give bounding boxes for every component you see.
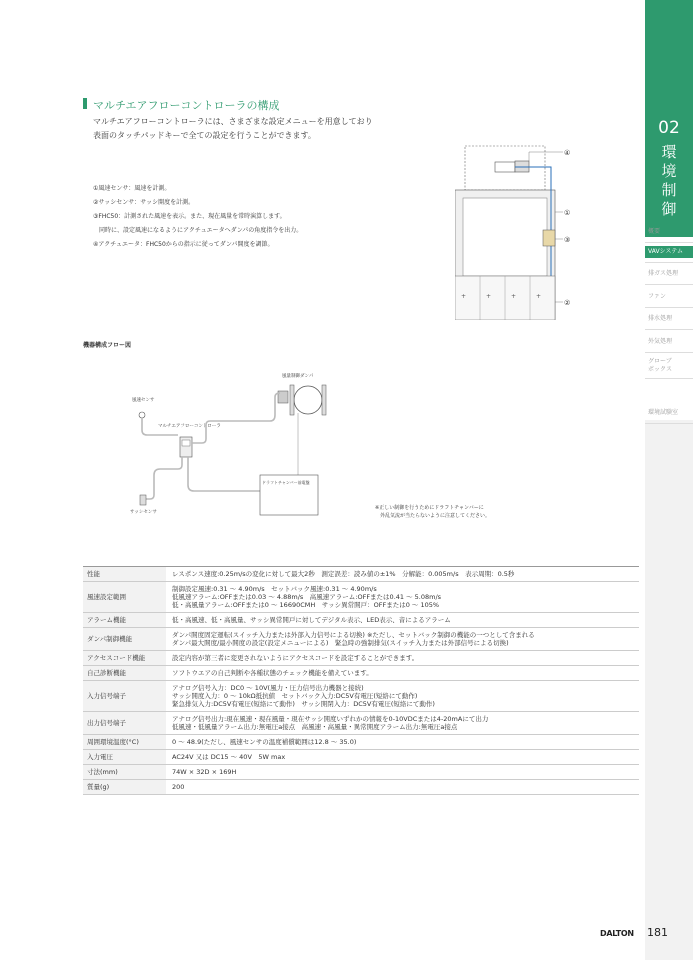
sidebar-separator bbox=[645, 307, 693, 308]
sidebar-item[interactable]: 環境試験室 bbox=[648, 409, 679, 416]
component-note: ③FHC50：計測された風速を表示。また、現在風量を常時演算します。 bbox=[93, 213, 286, 220]
duct-damper bbox=[495, 162, 515, 172]
spec-label: アクセスコード機能 bbox=[83, 651, 166, 666]
flow-note: 外乱気流が当たらないように注意してください。 bbox=[375, 513, 491, 519]
chapter-title: 環境制御 bbox=[661, 143, 677, 218]
spec-row bbox=[83, 651, 639, 666]
damper-label: 風量制御ダンパ bbox=[282, 374, 314, 379]
callout-1: ① bbox=[564, 209, 571, 217]
spec-row bbox=[83, 628, 639, 651]
sidebar-item[interactable]: 外気処理 bbox=[648, 338, 673, 345]
sidebar-item[interactable]: 概要 bbox=[648, 228, 661, 235]
sidebar-separator bbox=[645, 242, 693, 243]
spec-row bbox=[83, 567, 639, 582]
sidebar-item[interactable]: 排ガス処理 bbox=[648, 270, 679, 277]
spec-row bbox=[83, 666, 639, 681]
cable-chamber bbox=[188, 457, 260, 491]
spec-row bbox=[83, 765, 639, 780]
callout-2: ② bbox=[564, 299, 571, 307]
callout-4: ④ bbox=[564, 149, 571, 157]
spec-value: レスポンス速度:0.25m/sの変化に対して最大2秒 測定誤差：読み値の±1% 分解能：0.005m/s 表示周期：0.5秒 bbox=[166, 567, 639, 582]
spec-label: 入力信号端子 bbox=[83, 681, 166, 712]
spec-value: 設定内容が第三者に変更されないようにアクセスコードを設定することができます。 bbox=[166, 651, 639, 666]
spec-value: ダンパ開度固定運転(スイッチ入力または外部入力信号による切換) ※ただし、セットバック制御の機能の一つとして含まれる ダンパ最大開度/最小開度の設定(設定メニューによる) 緊急時の強制排気(スイッチ入力または外部信号による切換) bbox=[166, 628, 639, 651]
chapter-tab[interactable] bbox=[645, 0, 693, 237]
chamber-label: ドラフトチャンバー前電盤 bbox=[262, 480, 310, 485]
spec-row bbox=[83, 735, 639, 750]
sidebar-separator bbox=[645, 378, 693, 379]
spec-value: 低・高風速、低・高風量、サッシ異常開戸に対してデジタル表示、LED表示、音によるアラーム bbox=[166, 613, 639, 628]
sash-sensor-icon bbox=[140, 495, 146, 505]
air-sensor-icon bbox=[139, 412, 145, 418]
sidebar-item[interactable]: 排水処理 bbox=[648, 315, 673, 322]
air-sensor-label: 風速センサ bbox=[132, 398, 155, 403]
sidebar-separator bbox=[645, 262, 693, 263]
spec-label: 風速設定範囲 bbox=[83, 582, 166, 613]
component-note: ④アクチュエータ：FHC50からの指示に従ってダンパ開度を調節。 bbox=[93, 241, 274, 248]
sidebar-separator bbox=[645, 423, 693, 424]
sidebar-item[interactable]: グローブ ボックス bbox=[648, 358, 672, 373]
fume-hood-diagram bbox=[455, 140, 605, 320]
spec-row bbox=[83, 712, 639, 735]
brand-logo: DALTON bbox=[600, 929, 634, 938]
spec-label: 出力信号端子 bbox=[83, 712, 166, 735]
intro-line: マルチエアフローコントローラには、さまざまな設定メニューを用意しており bbox=[93, 117, 373, 126]
flow-title: 機器構成フロー図 bbox=[83, 342, 132, 349]
spec-label: アラーム機能 bbox=[83, 613, 166, 628]
spec-label: 自己診断機能 bbox=[83, 666, 166, 681]
spec-row bbox=[83, 681, 639, 712]
section-marker bbox=[83, 98, 87, 109]
sidebar-separator bbox=[645, 284, 693, 285]
spec-row bbox=[83, 613, 639, 628]
spec-row bbox=[83, 582, 639, 613]
cabinet-plus: + bbox=[486, 293, 492, 300]
page-number: 181 bbox=[647, 926, 668, 939]
flow-note: ※正しい制御を行うためにドラフトチャンバーに bbox=[375, 505, 484, 511]
chapter-number: 02 bbox=[658, 118, 680, 138]
spec-label: ダンパ制御機能 bbox=[83, 628, 166, 651]
spec-value: AC24V 又は DC15 ～ 40V 5W max bbox=[166, 750, 639, 765]
equipment-flow-diagram bbox=[120, 365, 380, 525]
sidebar-gray-area bbox=[645, 420, 693, 960]
spec-value: アナログ信号出力:現在風速・現在風量・現在サッシ開度いずれかの情報を0-10VDCまたは4-20mAにて出力 低風速・低風量アラーム出力:無電圧a接点 高風速・高風量・異常開度アラーム出力:無電圧a接点 bbox=[166, 712, 639, 735]
cabinet-plus: + bbox=[511, 293, 517, 300]
intro-line: 表面のタッチパッドキーで全ての設定を行うことができます。 bbox=[93, 131, 316, 140]
spec-label: 周囲環境温度(°C) bbox=[83, 735, 166, 750]
section-title: マルチエアフローコントローラの構成 bbox=[93, 99, 280, 112]
spec-value: 0 ～ 48.9(ただし、風速センサの温度補償範囲は12.8 ～ 35.0) bbox=[166, 735, 639, 750]
sidebar-item[interactable]: ファン bbox=[648, 293, 666, 300]
spec-label: 質量(g) bbox=[83, 780, 166, 795]
cabinet-plus: + bbox=[536, 293, 542, 300]
spec-label: 寸法(mm) bbox=[83, 765, 166, 780]
spec-row bbox=[83, 780, 639, 795]
spec-value: 制御設定風速:0.31 ～ 4.90m/s セットバック風速:0.31 ～ 4.90m/s 低風速アラーム:OFFまたは0.03 ～ 4.88m/s 高風速アラーム:OFFまたは0.41 ～ 5.08m/s 低・高風量アラーム:OFFまたは0 ～ 16690CMH サッシ異常開戸：OFFまたは0 ～ 105% bbox=[166, 582, 639, 613]
spec-row bbox=[83, 750, 639, 765]
component-note: ①風速センサ：風速を計測。 bbox=[93, 185, 171, 192]
controller-icon bbox=[543, 230, 555, 246]
sash-sensor-label: サッシセンサ bbox=[130, 510, 157, 515]
spec-table bbox=[83, 566, 639, 795]
spec-label: 入力電圧 bbox=[83, 750, 166, 765]
spec-label: 性能 bbox=[83, 567, 166, 582]
callout-3: ③ bbox=[564, 236, 571, 244]
controller-label: マルチエアフローコントローラ bbox=[158, 424, 221, 429]
chapter-sidebar bbox=[645, 0, 693, 960]
component-note: 同時に、設定風速になるようにアクチュエータへダンパの角度指令を出力。 bbox=[93, 227, 303, 234]
cabinet-plus: + bbox=[461, 293, 467, 300]
cable-sash bbox=[146, 457, 182, 499]
hood-interior bbox=[463, 198, 547, 276]
spec-value: 200 bbox=[166, 780, 639, 795]
cable-damper bbox=[192, 393, 280, 443]
sidebar-separator bbox=[645, 352, 693, 353]
spec-value: 74W × 32D × 169H bbox=[166, 765, 639, 780]
sidebar-separator bbox=[645, 329, 693, 330]
spec-value: アナログ信号入力：DC0 ～ 10V(風力・圧力信号出力機器と接続) サッシ開度入力：0 ～ 10kΩ抵抗値 セットバック入力:DC5V有電圧(短絡にて動作) 緊急排気入力:DC5V有電圧(短絡にて動作) サッシ開閉入力：DC5V有電圧(短絡にて動作) bbox=[166, 681, 639, 712]
sidebar-item[interactable]: VAVシステム bbox=[645, 246, 693, 258]
spec-value: ソフトウエアの自己判断や各種状態のチェック機能を備えています。 bbox=[166, 666, 639, 681]
component-note: ②サッシセンサ：サッシ開度を計測。 bbox=[93, 199, 195, 206]
damper-icon bbox=[294, 386, 322, 414]
